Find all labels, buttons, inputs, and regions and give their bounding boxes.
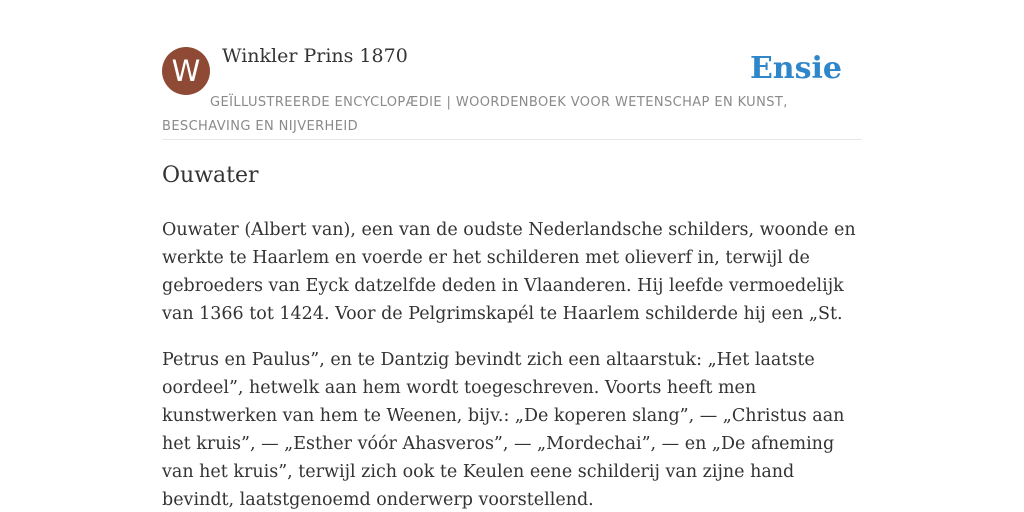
brand-logo[interactable]: Ensie	[749, 51, 842, 86]
header-divider	[162, 139, 862, 140]
article-paragraph: Ouwater (Albert van), een van de oudste Nederlandsche schilders, woonde en werkte te Haarlem en voerde er het schilderen met olieverf in, terwijl de gebroeders van Eyck datzelfde deden in Vlaanderen. Hij leefde vermoedelijk van 1366 tot 1424. Voor de Pelgrimskapél te Haarlem schilderde hij een „St.	[162, 220, 856, 324]
source-title[interactable]: Winkler Prins 1870	[222, 45, 408, 67]
article-paragraph: Petrus en Paulus”, en te Dantzig bevindt zich een altaarstuk: „Het laatste oordeel”, hetwelk aan hem wordt toegeschreven. Voorts heeft men kunstwerken van hem te Weenen, bijv.: „De koperen slang”, — „Christus aan het kruis”, — „Esther vóór Ahasveros”, — „Mordechai”, — en „De afneming van het kruis”, terwijl zich ook te Keulen eene schilderij van zijne hand bevindt, laatstgenoemd onderwerp voorstellend.	[162, 350, 845, 510]
source-avatar[interactable]: W	[162, 47, 210, 95]
source-subtitle: GEÏLLUSTREERDE ENCYCLOPÆDIE | WOORDENBOEK VOOR WETENSCHAP EN KUNST, BESCHAVING EN NIJVERHEID	[162, 95, 788, 134]
article-title: Ouwater	[162, 163, 259, 188]
article-body	[162, 216, 862, 512]
